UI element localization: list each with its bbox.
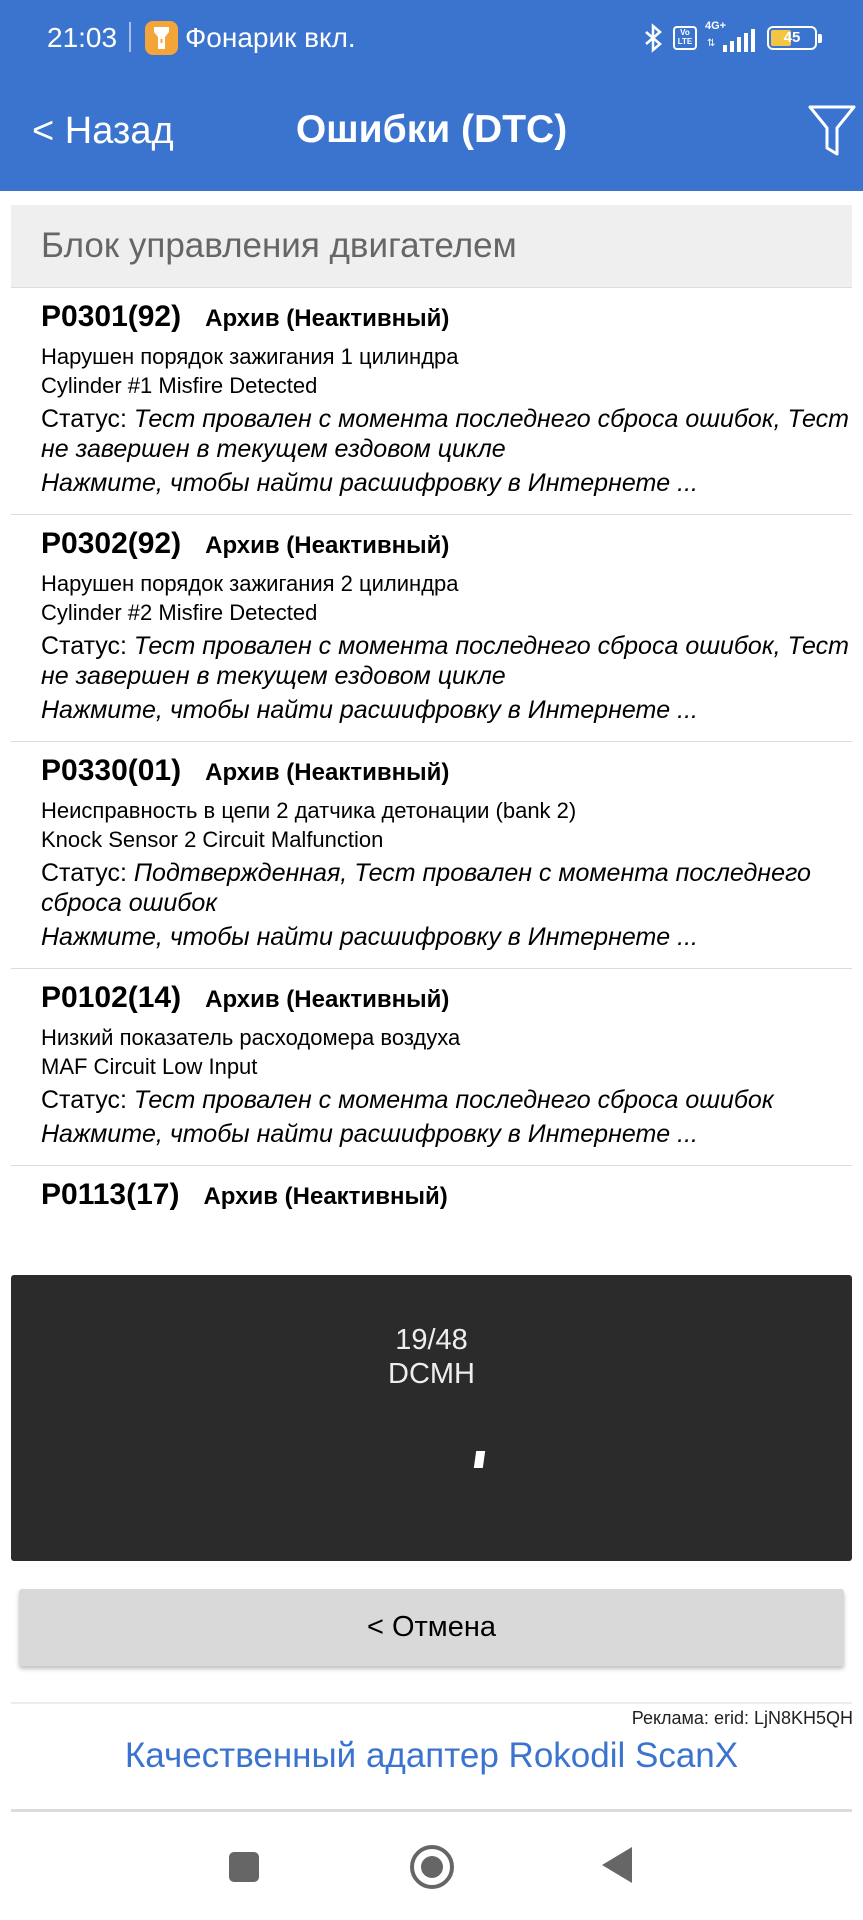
status-notification: Фонарик вкл. (185, 22, 356, 53)
dtc-description-ru: Нарушен порядок зажигания 2 цилиндра (41, 571, 459, 596)
dtc-state: Архив (Неактивный) (205, 759, 450, 786)
cancel-button[interactable]: < Отмена (19, 1589, 844, 1666)
dtc-description-ru: Низкий показатель расходомера воздуха (41, 1025, 461, 1050)
dtc-item[interactable] (11, 287, 852, 514)
dtc-status-label: Статус: (41, 405, 134, 433)
dtc-description-ru: Нарушен порядок зажигания 1 цилиндра (41, 344, 459, 369)
dtc-status-label: Статус: (41, 1086, 134, 1114)
dtc-status (41, 1085, 852, 1115)
flashlight-icon (145, 21, 178, 55)
loading-spinner-icon (474, 1451, 485, 1468)
dtc-status-label: Статус: (41, 859, 134, 887)
dtc-status-label: Статус: (41, 632, 134, 660)
dtc-description-en: MAF Circuit Low Input (41, 1054, 258, 1079)
dtc-status-value: Тест провален с момента последнего сброса ошибок, Тест не завершен в текущем ездовом цикле (41, 405, 849, 463)
status-icons (641, 20, 817, 56)
volte-icon: Vo LTE (673, 26, 697, 50)
network-type: 4G+ (705, 20, 727, 32)
dtc-item[interactable] (11, 514, 852, 741)
dtc-description-en: Knock Sensor 2 Circuit Malfunction (41, 827, 384, 852)
dtc-state: Архив (Неактивный) (205, 532, 450, 559)
dtc-status-value: Тест провален с момента последнего сброса ошибок, Тест не завершен в текущем ездовом цикле (41, 632, 849, 690)
dtc-list[interactable] (11, 287, 852, 1275)
ad-link[interactable]: Качественный адаптер Rokodil ScanX (124, 1736, 739, 1775)
app-header (0, 0, 863, 191)
dtc-status (41, 631, 852, 691)
dtc-item[interactable] (11, 741, 852, 968)
dtc-lookup-link[interactable]: Нажмите, чтобы найти расшифровку в Интернете ... (41, 469, 698, 497)
dtc-state: Архив (Неактивный) (205, 986, 450, 1013)
dtc-state: Архив (Неактивный) (203, 1183, 448, 1210)
dtc-lookup-link[interactable]: Нажмите, чтобы найти расшифровку в Интернете ... (41, 696, 698, 724)
dtc-status (41, 404, 852, 464)
battery-icon (767, 26, 817, 50)
dtc-description-en: Cylinder #1 Misfire Detected (41, 373, 318, 398)
scan-progress-dialog (11, 1275, 852, 1561)
recents-icon[interactable] (229, 1852, 259, 1882)
signal-bars (723, 29, 755, 52)
back-icon[interactable] (602, 1847, 632, 1883)
ad-label: Реклама: erid: LjN8KH5QH (631, 1708, 853, 1728)
data-arrows-icon: ⇅ (707, 38, 716, 49)
progress-label: DCMH (388, 1358, 475, 1390)
back-button[interactable]: < Назад (32, 110, 174, 152)
battery-level: 45 (783, 29, 801, 46)
dtc-item[interactable] (11, 968, 852, 1165)
status-time: 21:03 (47, 22, 118, 53)
section-header: Блок управления двигателем (11, 205, 852, 287)
status-divider (129, 22, 131, 52)
signal-icon (703, 22, 757, 54)
page-title: Ошибки (DTC) (295, 108, 568, 151)
dtc-lookup-link[interactable]: Нажмите, чтобы найти расшифровку в Интернете ... (41, 923, 698, 951)
dtc-state: Архив (Неактивный) (205, 305, 450, 332)
dtc-description-ru: Неисправность в цепи 2 датчика детонации (bank 2) (41, 798, 577, 823)
dtc-status-value: Подтвержденная, Тест провален с момента последнего сброса ошибок (41, 859, 811, 917)
dtc-description-en: Cylinder #2 Misfire Detected (41, 600, 318, 625)
divider (11, 1702, 852, 1704)
dtc-code: P0301(92) (41, 300, 182, 333)
progress-count: 19/48 (395, 1324, 468, 1356)
filter-icon[interactable] (807, 103, 857, 157)
bluetooth-icon (641, 23, 667, 53)
dtc-status (41, 858, 852, 918)
dtc-lookup-link[interactable]: Нажмите, чтобы найти расшифровку в Интернете ... (41, 1120, 698, 1148)
dtc-code: P0330(01) (41, 754, 182, 787)
dtc-status-value: Тест провален с момента последнего сброса ошибок (133, 1086, 774, 1114)
dtc-item[interactable] (11, 1165, 852, 1228)
dtc-code: P0113(17) (41, 1178, 180, 1211)
dtc-code: P0302(92) (41, 527, 182, 560)
dtc-code: P0102(14) (41, 981, 182, 1014)
home-icon[interactable] (410, 1845, 454, 1889)
